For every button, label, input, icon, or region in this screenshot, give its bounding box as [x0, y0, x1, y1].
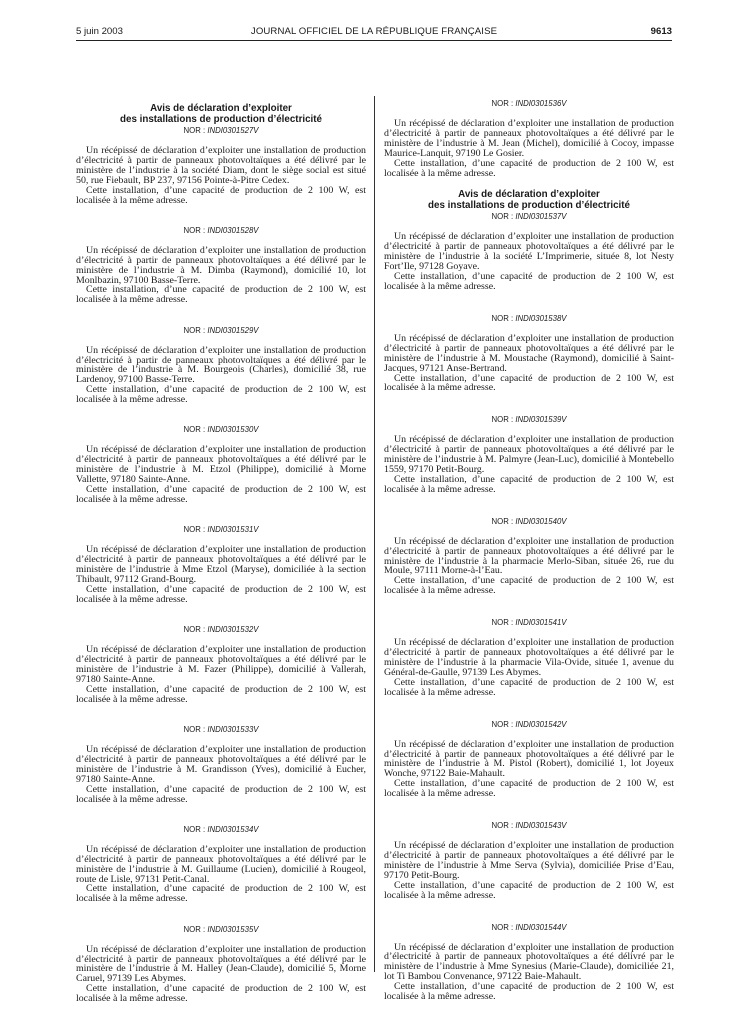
nor-code: INDI0301532V [207, 625, 259, 635]
nor-reference [384, 98, 674, 109]
header-page-number: 9613 [650, 26, 672, 37]
notice-text: Un récépissé de déclaration d’exploiter une installation de production d’électricité à partir de panneaux photovoltaïques a été délivré par le ministère de l’industrie à M. Jean (Michel), domicilié à Cocoy, impasse Maurice-Lanquit, 97190 Le Gosier. [384, 118, 674, 159]
notice-entry [384, 211, 674, 291]
nor-reference [384, 516, 674, 527]
notice-entry [76, 724, 366, 804]
nor-reference [76, 624, 366, 635]
nor-reference [384, 211, 674, 222]
notice-text: Un récépissé de déclaration d’exploiter une installation de production d’électricité à partir de panneaux photovoltaïques a été délivré par le ministère de l’industrie à M. Moustache (Raymond), domicilié à Saint-Jacques, 97121 Anse-Bertrand. [384, 332, 674, 374]
notice-capacity: Cette installation, d’une capacité de production de 2 100 W, est localisée à la même adresse. [76, 284, 366, 306]
notice-capacity: Cette installation, d’une capacité de production de 2 100 W, est localisée à la même adresse. [384, 473, 674, 495]
nor-code: INDI0301544V [515, 922, 567, 932]
nor-code: INDI0301536V [515, 99, 567, 108]
notice-capacity: Cette installation, d’une capacité de production de 2 100 W, est localisée à la même adresse. [76, 583, 366, 605]
notice-entry [384, 617, 674, 697]
nor-code: INDI0301541V [515, 618, 567, 628]
notice-text: Un récépissé de déclaration d’exploiter une installation de production d’électricité à partir de panneaux photovoltaïques a été délivré par le ministère de l’industrie à M. Etzol (Philippe), domicilié à Morne Vallette, 97180 Sainte-Anne. [76, 444, 366, 486]
nor-reference [384, 313, 674, 324]
notice-capacity: Cette installation, d’une capacité de production de 2 100 W, est localisée à la même adresse. [76, 184, 366, 206]
notice-text: Un récépissé de déclaration d’exploiter une installation de production d’électricité à partir de panneaux photovoltaïques a été délivré par le ministère de l’industrie à la pharmacie Merlo-Siban, située 26, rue du Moule, 97111 Morne-à-l’Eau. [384, 535, 674, 577]
nor-reference [76, 524, 366, 535]
section-heading [76, 104, 366, 125]
nor-reference [384, 719, 674, 730]
notice-capacity: Cette installation, d’une capacité de production de 2 100 W, est localisée à la même adresse. [76, 683, 366, 705]
nor-label: NOR : [183, 525, 208, 535]
nor-label: NOR : [491, 212, 516, 222]
notice-text: Un récépissé de déclaration d’exploiter une installation de production d’électricité à partir de panneaux photovoltaïques a été délivré par le ministère de l’industrie à M. Guillaume (Lucien), domicilié à Rougeol, route de Lisle, 97131 Petit-Canal. [76, 843, 366, 885]
nor-code: INDI0301535V [207, 924, 259, 934]
notice-capacity: Cette installation, d’une capacité de production de 2 100 W, est localisée à la même adresse. [384, 676, 674, 698]
nor-reference [76, 924, 366, 935]
nor-code: INDI0301537V [515, 212, 567, 222]
nor-label: NOR : [183, 924, 208, 934]
notice-entry [76, 624, 366, 704]
nor-reference [76, 424, 366, 435]
page-header [76, 26, 672, 41]
notice-entry [76, 824, 366, 904]
section-heading-line1: Avis de déclaration d’exploiter [458, 189, 600, 201]
notice-capacity: Cette installation, d’une capacité de production de 2 100 W, est localisée à la même adresse. [76, 783, 366, 805]
notice-capacity: Cette installation, d’une capacité de production de 2 100 W, est localisée à la même adresse. [76, 883, 366, 905]
notice-text: Un récépissé de déclaration d’exploiter une installation de production d’électricité à partir de panneaux photovoltaïques a été délivré par le ministère de l’industrie à Mme Serva (Sylvia), domiciliée Prise d’Eau, 97170 Petit-Bourg. [384, 840, 674, 881]
nor-code: INDI0301539V [515, 415, 567, 425]
notice-entry [76, 924, 366, 1004]
notice-text: Un récépissé de déclaration d’exploiter une installation de production d’électricité à partir de panneaux photovoltaïques a été délivré par le ministère de l’industrie à M. Grandisson (Yves), domicilié à Eucher, 97180 Sainte-Anne. [76, 743, 366, 785]
notice-entry [384, 719, 674, 799]
notice-text: Un récépissé de déclaration d’exploiter une installation de production d’électricité à partir de panneaux photovoltaïques a été délivré par le ministère de l’industrie à Mme Synesius (Marie-Claude), domiciliée 21, lot Ti Bambou Convenance, 97122 Baie-Mahault. [384, 941, 674, 983]
nor-label: NOR : [183, 325, 208, 335]
header-title: JOURNAL OFFICIEL DE LA RÉPUBLIQUE FRANÇAISE [250, 26, 498, 37]
nor-label: NOR : [183, 625, 208, 635]
column-divider [374, 96, 375, 972]
notice-text: Un récépissé de déclaration d’exploiter une installation de production d’électricité à partir de panneaux photovoltaïques a été délivré par le ministère de l’industrie à M. Bourgeois (Charles), domicilié 38, rue Lardenoy, 97100 Basse-Terre. [76, 344, 366, 386]
nor-label: NOR : [491, 415, 516, 425]
nor-code: INDI0301528V [207, 225, 259, 235]
notice-text: Un récépissé de déclaration d’exploiter une installation de production d’électricité à partir de panneaux photovoltaïques a été délivré par le ministère de l’industrie à la société Diam, dont le siège social est situé 50, rue Fiebault, BP 237, 97156 Pointe-à-Pitre Cedex. [76, 145, 366, 186]
nor-reference [76, 225, 366, 236]
right-column [384, 98, 674, 1023]
notice-entry [76, 225, 366, 305]
nor-label: NOR : [183, 824, 208, 834]
nor-reference [76, 824, 366, 835]
notice-entry [76, 125, 366, 205]
nor-reference [76, 724, 366, 735]
nor-label: NOR : [491, 618, 516, 628]
nor-reference [384, 922, 674, 933]
notice-capacity: Cette installation, d’une capacité de production de 2 100 W, est localisée à la même adresse. [384, 778, 674, 800]
nor-code: INDI0301531V [207, 525, 259, 535]
notice-text: Un récépissé de déclaration d’exploiter une installation de production d’électricité à partir de panneaux photovoltaïques a été délivré par le ministère de l’industrie à M. Pistol (Robert), domicilié 1, lot Joyeux Wonche, 97122 Baie-Mahault. [384, 738, 674, 780]
nor-reference [76, 325, 366, 336]
section-heading-line2: des installations de production d’électricité [120, 113, 322, 125]
notice-capacity: Cette installation, d’une capacité de production de 2 100 W, est localisée à la même adresse. [384, 271, 674, 292]
notice-text: Un récépissé de déclaration d’exploiter une installation de production d’électricité à partir de panneaux photovoltaïques a été délivré par le ministère de l’industrie à M. Palmyre (Jean-Luc), domicilié à Montebello 1559, 97170 Petit-Bourg. [384, 434, 674, 476]
notice-entry [76, 325, 366, 405]
notice-capacity: Cette installation, d’une capacité de production de 2 100 W, est localisée à la même adresse. [384, 981, 674, 1003]
nor-label: NOR : [491, 922, 516, 932]
nor-code: INDI0301542V [515, 719, 567, 729]
notice-capacity: Cette installation, d’une capacité de production de 2 100 W, est localisée à la même adresse. [384, 372, 674, 394]
nor-reference [384, 820, 674, 831]
notice-entry [384, 414, 674, 494]
notice-capacity: Cette installation, d’une capacité de production de 2 100 W, est localisée à la même adresse. [384, 575, 674, 597]
nor-label: NOR : [491, 99, 516, 108]
nor-label: NOR : [491, 313, 516, 323]
header-date: 5 juin 2003 [76, 26, 123, 37]
notice-capacity: Cette installation, d’une capacité de production de 2 100 W, est localisée à la même adresse. [76, 983, 366, 1005]
notice-entry [384, 98, 674, 178]
notice-capacity: Cette installation, d’une capacité de production de 2 100 W, est localisée à la même adresse. [76, 484, 366, 506]
notice-entry [76, 424, 366, 504]
nor-label: NOR : [491, 719, 516, 729]
notice-text: Un récépissé de déclaration d’exploiter une installation de production d’électricité à partir de panneaux photovoltaïques a été délivré par le ministère de l’industrie à M. Halley (Jean-Claude), domicilié 5, Morne Caruel, 97139 Les Abymes. [76, 943, 366, 985]
nor-reference [384, 414, 674, 425]
notice-capacity: Cette installation, d’une capacité de production de 2 100 W, est localisée à la même adresse. [384, 157, 674, 179]
nor-label: NOR : [183, 225, 208, 235]
section-heading-line2: des installations de production d’électricité [428, 199, 630, 211]
nor-reference [76, 125, 366, 136]
notice-capacity: Cette installation, d’une capacité de production de 2 100 W, est localisée à la même adresse. [384, 879, 674, 901]
nor-code: INDI0301533V [207, 724, 259, 734]
nor-code: INDI0301534V [207, 824, 259, 834]
notice-text: Un récépissé de déclaration d’exploiter une installation de production d’électricité à partir de panneaux photovoltaïques a été délivré par le ministère de l’industrie à M. Fazer (Philippe), domicilié à Vallerah, 97180 Sainte-Anne. [76, 644, 366, 685]
nor-code: INDI0301538V [515, 313, 567, 323]
nor-reference [384, 617, 674, 628]
notice-text: Un récépissé de déclaration d’exploiter une installation de production d’électricité à partir de panneaux photovoltaïques a été délivré par le ministère de l’industrie à la société L’Imprimerie, située 8, lot Nesty Fort’Ile, 97128 Goyave. [384, 231, 674, 273]
nor-code: INDI0301529V [207, 325, 259, 335]
nor-label: NOR : [491, 821, 516, 831]
notice-entry [384, 516, 674, 596]
nor-label: NOR : [183, 425, 208, 435]
nor-label: NOR : [183, 724, 208, 734]
notice-text: Un récépissé de déclaration d’exploiter une installation de production d’électricité à partir de panneaux photovoltaïques a été délivré par le ministère de l’industrie à la pharmacie Vila-Ovide, située 1, avenue du Général-de-Gaulle, 97139 Les Abymes. [384, 637, 674, 678]
notice-text: Un récépissé de déclaration d’exploiter une installation de production d’électricité à partir de panneaux photovoltaïques a été délivré par le ministère de l’industrie à Mme Etzol (Maryse), domiciliée à la section Thibault, 97112 Grand-Bourg. [76, 544, 366, 586]
notice-text: Un récépissé de déclaration d’exploiter une installation de production d’électricité à partir de panneaux photovoltaïques a été délivré par le ministère de l’industrie à M. Dimba (Raymond), domicilié 10, lot Monlbazin, 97100 Basse-Terre. [76, 244, 366, 286]
notice-capacity: Cette installation, d’une capacité de production de 2 100 W, est localisée à la même adresse. [76, 384, 366, 406]
nor-label: NOR : [183, 126, 208, 135]
nor-code: INDI0301543V [515, 821, 567, 831]
nor-code: INDI0301540V [515, 516, 567, 526]
nor-code: INDI0301530V [207, 425, 259, 435]
section-heading-line1: Avis de déclaration d’exploiter [150, 103, 292, 114]
notice-entry [384, 820, 674, 900]
nor-label: NOR : [491, 516, 516, 526]
section-heading [384, 190, 674, 211]
left-column [76, 104, 366, 1023]
notice-entry [384, 313, 674, 393]
notice-entry [76, 524, 366, 604]
nor-code: INDI0301527V [207, 126, 259, 135]
